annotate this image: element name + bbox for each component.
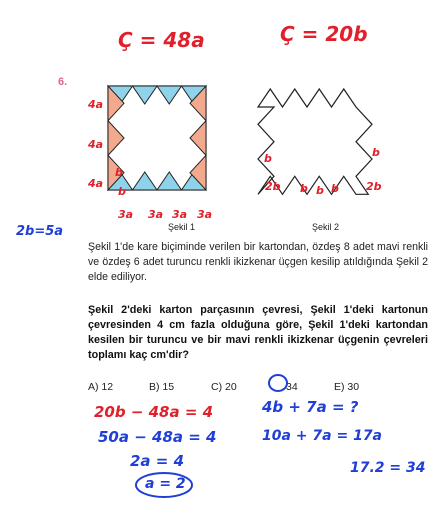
option-b-value: 15 bbox=[162, 381, 175, 393]
fig2-label-b-right: b bbox=[372, 146, 380, 159]
option-c-value: 20 bbox=[225, 381, 237, 393]
figure-2-caption: Şekil 2 bbox=[312, 222, 340, 232]
fig2-label-2b-left: 2b bbox=[265, 180, 281, 193]
option-b-key: B) bbox=[149, 381, 160, 393]
fig2-label-b-bottom-3: b bbox=[331, 182, 339, 195]
option-e-key: E) bbox=[334, 381, 345, 393]
fig2-label-b-left: b bbox=[264, 152, 272, 165]
fig2-label-b-bottom-2: b bbox=[316, 184, 324, 197]
relation-note: 2b=5a bbox=[16, 224, 64, 239]
question-prompt: Şekil 2'deki karton parçasının çevresi, Şekil 1'deki kartonun çevresinden 4 cm fazla olduğuna göre, Şekil 1'deki kartondan kesilen bir turuncu ve bir mavi renkli ikizkenar üçgenin çevreleri toplamı kaç cm'dir? bbox=[88, 304, 428, 361]
perimeter-note-right: Ç = 20b bbox=[280, 22, 368, 46]
bottom-label-3a-3: 3a bbox=[172, 208, 188, 221]
option-c-key: C) bbox=[211, 381, 223, 393]
perimeter-note-left: Ç = 48a bbox=[118, 28, 205, 52]
option-b[interactable] bbox=[149, 381, 174, 393]
question-number: 6. bbox=[58, 76, 68, 88]
option-a-value: 12 bbox=[101, 381, 114, 393]
side-label-4a-middle: 4a bbox=[88, 138, 104, 151]
option-d-value: 34 bbox=[286, 381, 298, 393]
work-line-2: 50a − 48a = 4 bbox=[98, 428, 217, 446]
work-line-6: 10a + 7a = 17a bbox=[262, 428, 383, 444]
bottom-label-3a-2: 3a bbox=[148, 208, 164, 221]
bottom-label-3a-1: 3a bbox=[118, 208, 134, 221]
work-line-4: a = 2 bbox=[145, 476, 186, 492]
option-c[interactable] bbox=[211, 381, 237, 393]
option-a[interactable] bbox=[88, 381, 113, 393]
figure-1-caption: Şekil 1 bbox=[168, 222, 196, 232]
bottom-label-3a-4: 3a bbox=[197, 208, 213, 221]
work-line-3: 2a = 4 bbox=[130, 452, 185, 470]
work-line-5: 4b + 7a = ? bbox=[262, 398, 359, 416]
fig1-label-b-lower: b bbox=[118, 185, 126, 198]
fig2-label-b-bottom-1: b bbox=[300, 182, 308, 195]
question-text: Şekil 1'de kare biçiminde verilen bir kartondan, özdeş 8 adet mavi renkli ve özdeş 6 adet turuncu renkli ikizkenar üçgen kesilip atıldığında Şekil 2 elde ediliyor. bbox=[88, 241, 428, 283]
side-label-4a-top: 4a bbox=[88, 98, 104, 111]
fig1-label-b-upper: b bbox=[115, 166, 123, 179]
selected-answer-circle bbox=[266, 372, 290, 394]
work-line-7: 17.2 = 34 bbox=[350, 460, 426, 476]
option-a-key: A) bbox=[88, 381, 99, 393]
work-line-1: 20b − 48a = 4 bbox=[94, 403, 214, 421]
fig2-label-2b-right: 2b bbox=[366, 180, 382, 193]
side-label-4a-bottom: 4a bbox=[88, 177, 104, 190]
result-circle bbox=[132, 470, 196, 500]
option-e-value: 30 bbox=[347, 381, 360, 393]
option-e[interactable] bbox=[334, 381, 359, 393]
